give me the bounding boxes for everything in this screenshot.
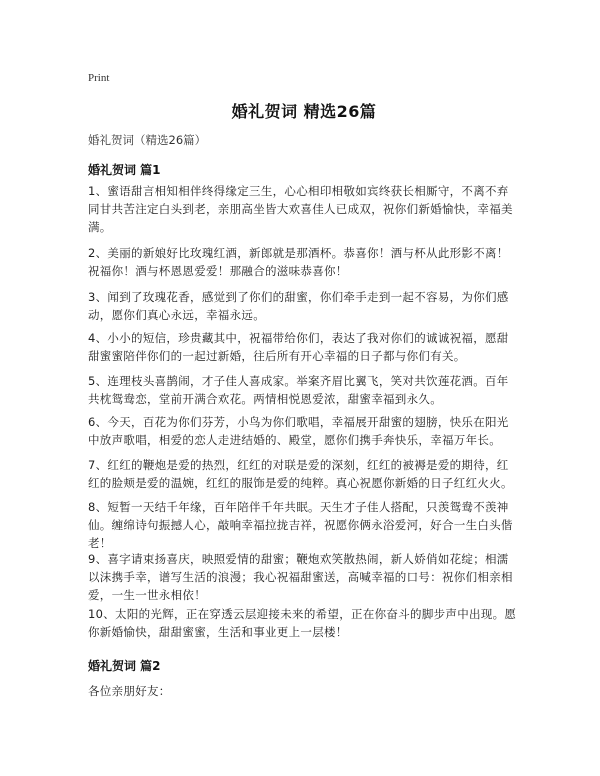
paragraph: 4、小小的短信，珍贵藏其中，祝福带给你们，表达了我对你们的诚诚祝福，愿甜甜蜜蜜陪伴你们的一起过新婚，往后所有开心幸福的日子都与你们有关。 <box>88 331 509 363</box>
paragraph: 2、美丽的新娘好比玫瑰红酒，新郎就是那酒杯。恭喜你！酒与杯从此形影不离！祝福你！酒与杯恩恩爱爱！那融合的滋味恭喜你！ <box>88 246 509 278</box>
paragraph: 10、太阳的光辉，正在穿透云层迎接未来的希望，正在你奋斗的脚步声中出现。愿你新婚愉快，甜甜蜜蜜，生活和事业更上一层楼！ <box>88 607 517 639</box>
page-title: 婚礼贺词 精选26篇 <box>231 102 377 121</box>
section-heading-1: 婚礼贺词 篇1 <box>88 163 161 177</box>
section-heading-2: 婚礼贺词 篇2 <box>88 659 161 673</box>
document-subtitle: 婚礼贺词（精选26篇） <box>88 133 207 147</box>
print-label: Print <box>88 72 110 84</box>
paragraph: 3、闻到了玫瑰花香，感觉到了你们的甜蜜，你们牵手走到一起不容易，为你们感动，愿你们真心永远，幸福永远。 <box>88 290 509 322</box>
paragraph: 9、喜字请束扬喜庆，映照爱情的甜蜜；鞭炮欢笑散热闹，新人娇俏如花绽；相濡以沫携手幸，谱写生活的浪漫；我心祝福甜蜜送，高喊幸福的口号：祝你们相亲相爱，一生一世永相依！ <box>88 552 513 602</box>
paragraph: 1、蜜语甜言相知相伴终得缘定三生，心心相印相敬如宾终获长相厮守，不离不弃同甘共苦注定白头到老，亲朋高坐皆大欢喜佳人已成双，祝你们新婚愉快，幸福美满。 <box>88 184 513 234</box>
paragraph: 5、连理枝头喜鹊闹，才子佳人喜成家。举案齐眉比翼飞，笑对共饮莲花酒。百年共枕鸳鸯恋，堂前开满合欢花。两情相悦恩爱浓，甜蜜幸福到永久。 <box>88 374 509 406</box>
paragraph: 6、今天，百花为你们芬芳，小鸟为你们歌唱，幸福展开甜蜜的翅膀，快乐在阳光中放声歌唱，相爱的恋人走进结婚的、殿堂，愿你们携手奔快乐，幸福万年长。 <box>88 415 509 447</box>
paragraph: 8、短暂一天结千年缘，百年陪伴千年共眠。天生才子佳人搭配，只羡鸳鸯不羡神仙。缠绵诗句振撼人心，敲响幸福拉拢吉祥，祝愿你俩永浴爱河，好合一生白头偕老！ <box>88 500 513 550</box>
paragraph: 7、红红的鞭炮是爱的热烈，红红的对联是爱的深刻，红红的被褥是爱的期待，红红的脸颊是爱的温婉，红红的服饰是爱的纯粹。真心祝愿你新婚的日子红红火火。 <box>88 458 513 490</box>
paragraph: 各位亲朋好友： <box>88 684 171 698</box>
